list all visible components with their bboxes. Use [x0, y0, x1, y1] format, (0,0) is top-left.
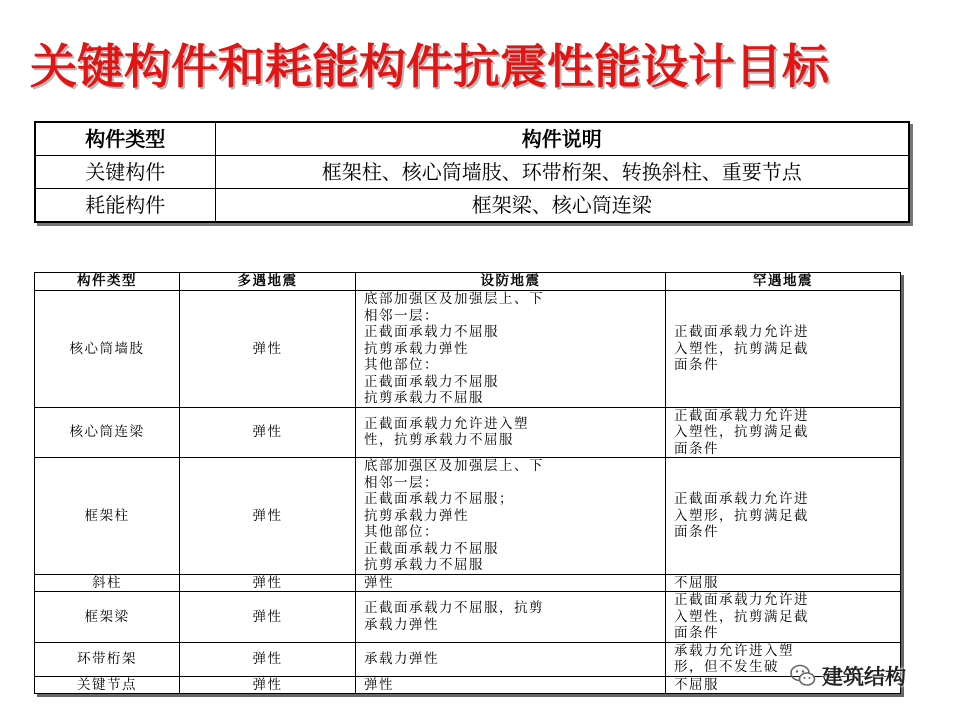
cell-line: 弹性	[364, 676, 394, 693]
cell-design	[356, 642, 666, 676]
watermark-text: 建筑结构	[822, 665, 906, 689]
cell-type: 斜柱	[35, 574, 180, 592]
cell-design	[356, 407, 666, 458]
table-row	[35, 156, 909, 189]
header-component-description: 构件说明	[215, 122, 909, 156]
cell-line: 相邻一层：	[364, 307, 439, 324]
cell-type: 框架柱	[35, 458, 180, 575]
cell-line: 其他部位：	[364, 357, 439, 373]
cell-line: 不屈服	[674, 676, 719, 693]
table-row	[35, 592, 901, 643]
cell-line: 底部加强区及加强层上、下	[364, 291, 544, 307]
table-row	[35, 642, 901, 676]
cell-rare	[666, 407, 901, 458]
cell-line: 抗剪承载力弹性	[364, 507, 469, 524]
cell-type: 框架梁	[35, 592, 180, 643]
cell-line: 承载力弹性	[364, 650, 439, 667]
cell-line: 正截面承载力不屈服	[364, 324, 499, 340]
table-header-row	[35, 122, 909, 156]
cell-frequent: 弹性	[180, 592, 356, 643]
header-rare-earthquake: 罕遇地震	[666, 273, 901, 291]
cell-frequent: 弹性	[180, 642, 356, 676]
cell-line: 正截面承载力允许进	[674, 407, 809, 424]
cell-line: 入塑性，抗剪满足截	[674, 424, 809, 440]
cell-design	[356, 676, 666, 694]
cell-line: 抗剪承载力不屈服	[364, 557, 484, 573]
cell-type: 核心筒连梁	[35, 407, 180, 458]
cell-rare	[666, 291, 901, 408]
header-component-type: 构件类型	[35, 273, 180, 291]
cell-line: 形，但不发生破	[674, 659, 779, 675]
component-type-table	[34, 121, 910, 223]
cell-type: 关键构件	[35, 156, 215, 189]
cell-frequent: 弹性	[180, 291, 356, 408]
table-header-row	[35, 273, 901, 291]
cell-frequent: 弹性	[180, 574, 356, 592]
cell-line: 相邻一层：	[364, 474, 439, 491]
watermark	[790, 662, 906, 690]
cell-line: 承载力允许进入塑	[674, 642, 794, 659]
cell-line: 弹性	[364, 574, 394, 591]
header-design-earthquake: 设防地震	[356, 273, 666, 291]
wechat-icon	[790, 663, 816, 689]
cell-line: 不屈服	[674, 574, 719, 591]
cell-design	[356, 458, 666, 575]
cell-description: 框架柱、核心筒墙肢、环带桁架、转换斜柱、重要节点	[215, 156, 909, 189]
cell-line: 性，抗剪承载力不屈服	[364, 432, 514, 449]
table-row	[35, 407, 901, 458]
cell-line: 正截面承载力允许进	[674, 592, 809, 608]
cell-line: 正截面承载力允许进	[674, 324, 809, 340]
cell-line: 承载力弹性	[364, 616, 439, 633]
table-row	[35, 676, 901, 694]
cell-line: 其他部位：	[364, 524, 439, 540]
cell-line: 面条件	[674, 440, 719, 457]
cell-type: 核心筒墙肢	[35, 291, 180, 408]
cell-frequent: 弹性	[180, 458, 356, 575]
cell-line: 入塑性，抗剪满足截	[674, 608, 809, 625]
cell-line: 正截面承载力不屈服，抗剪	[364, 600, 544, 617]
cell-line: 底部加强区及加强层上、下	[364, 458, 544, 474]
cell-line: 正截面承载力不屈服	[364, 540, 499, 557]
cell-rare	[666, 592, 901, 643]
cell-design	[356, 574, 666, 592]
cell-description: 框架梁、核心筒连梁	[215, 189, 909, 223]
cell-frequent: 弹性	[180, 407, 356, 458]
cell-rare	[666, 574, 901, 592]
cell-line: 面条件	[674, 357, 719, 373]
cell-type: 关键节点	[35, 676, 180, 694]
cell-type: 环带桁架	[35, 642, 180, 676]
cell-frequent: 弹性	[180, 676, 356, 694]
table-row	[35, 574, 901, 592]
cell-line: 正截面承载力允许进	[674, 491, 809, 507]
cell-line: 入塑形，抗剪满足截	[674, 507, 809, 524]
cell-line: 面条件	[674, 524, 719, 540]
cell-line: 抗剪承载力弹性	[364, 340, 469, 357]
cell-design	[356, 291, 666, 408]
seismic-performance-table	[34, 272, 901, 694]
header-frequent-earthquake: 多遇地震	[180, 273, 356, 291]
cell-rare	[666, 458, 901, 575]
table-row	[35, 458, 901, 575]
cell-line: 面条件	[674, 625, 719, 641]
cell-type: 耗能构件	[35, 189, 215, 223]
page-title: 关键构件和耗能构件抗震性能设计目标	[30, 40, 829, 95]
cell-design	[356, 592, 666, 643]
table-row	[35, 291, 901, 408]
cell-line: 正截面承载力不屈服	[364, 373, 499, 390]
cell-line: 正截面承载力允许进入塑	[364, 415, 529, 432]
cell-line: 抗剪承载力不屈服	[364, 390, 484, 406]
cell-line: 正截面承载力不屈服；	[364, 491, 514, 507]
table-row	[35, 189, 909, 223]
header-component-type: 构件类型	[35, 122, 215, 156]
cell-line: 入塑性，抗剪满足截	[674, 340, 809, 357]
